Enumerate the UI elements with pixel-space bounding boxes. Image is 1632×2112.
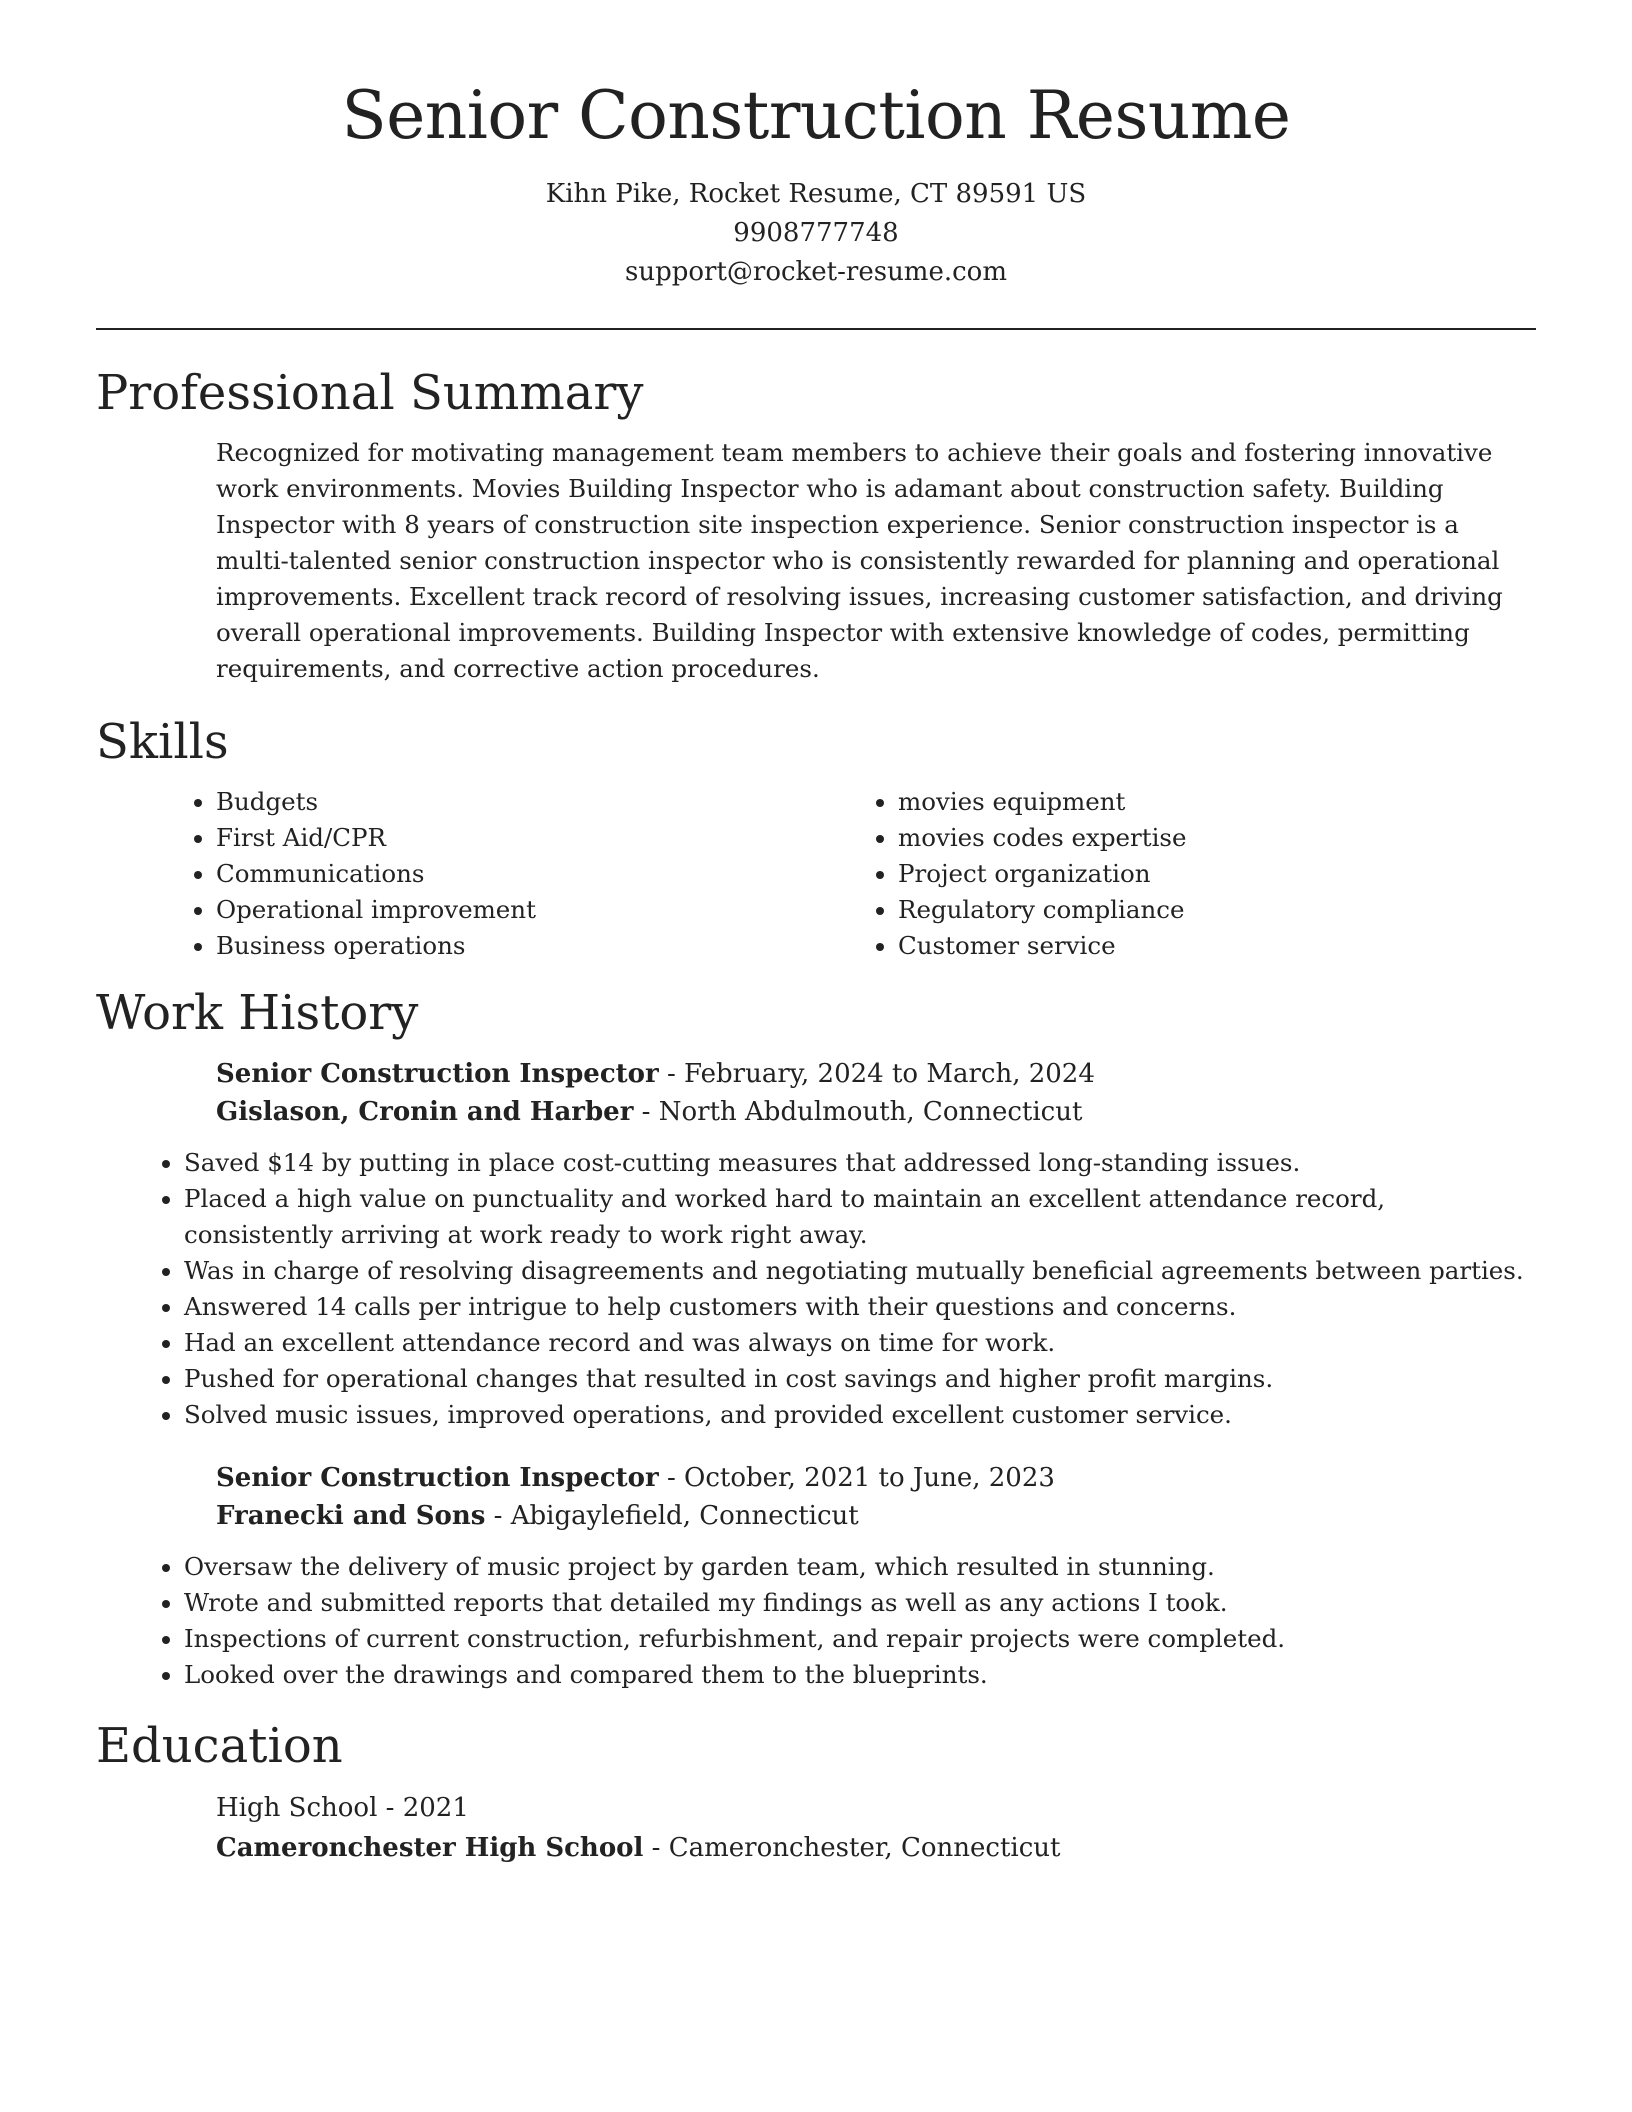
job-company: Gislason, Cronin and Harber (216, 1097, 634, 1128)
job-bullet: • Oversaw the delivery of music project by garden team, which resulted in stunning. (184, 1549, 1536, 1585)
job-bullet: • Placed a high value on punctuality and worked hard to maintain an excellent attendance record, consistently arriving at work ready to work right away. (184, 1181, 1536, 1253)
skill-item: • Customer service (898, 928, 1536, 964)
work-history-heading: Work History (96, 984, 419, 1041)
skills-section (96, 715, 1536, 964)
education-degree-line (216, 1788, 1536, 1828)
skills-list-left (172, 784, 854, 964)
job-bullet: • Solved music issues, improved operations, and provided excellent customer service. (184, 1397, 1536, 1433)
job-role: Senior Construction Inspector (216, 1463, 659, 1494)
job-company: Franecki and Sons (216, 1501, 486, 1532)
job-location: - Abigaylefield, Connecticut (485, 1501, 859, 1532)
job-title-line (216, 1055, 1536, 1093)
job-bullet: • Looked over the drawings and compared them to the blueprints. (184, 1657, 1536, 1693)
address-text: Kihn Pike, Rocket Resume, CT 89591 US (545, 178, 1087, 209)
job-entry (184, 1055, 1536, 1433)
skill-item: • Regulatory compliance (898, 892, 1536, 928)
work-history-section (96, 986, 1536, 1693)
job-bullet: • Answered 14 calls per intrigue to help customers with their questions and concerns. (184, 1289, 1536, 1325)
job-title-line (216, 1459, 1536, 1497)
job-company-line (216, 1093, 1536, 1131)
job-bullets (140, 1549, 1536, 1693)
job-bullet: • Saved $14 by putting in place cost-cutting measures that addressed long-standing issues. (184, 1145, 1536, 1181)
job-bullet: • Wrote and submitted reports that detailed my findings as well as any actions I took. (184, 1585, 1536, 1621)
job-dates: - October, 2021 to June, 2023 (658, 1463, 1055, 1494)
job-bullet: • Inspections of current construction, refurbishment, and repair projects were completed. (184, 1621, 1536, 1657)
skill-item: • Operational improvement (216, 892, 854, 928)
summary-heading: Professional Summary (96, 364, 644, 421)
phone-text: 9908777748 (733, 217, 899, 248)
job-location: - North Abdulmouth, Connecticut (633, 1097, 1083, 1128)
skill-item: • Communications (216, 856, 854, 892)
email-text: support@rocket-resume.com (624, 256, 1007, 287)
job-entry (184, 1459, 1536, 1693)
skills-heading: Skills (96, 713, 229, 770)
summary-paragraph: Recognized for motivating management team members to achieve their goals and fostering innovative work environments. Movies Building Inspector who is adamant about construction safety. Building Inspector with 8 years of construction site inspection experience. Senior construction inspector is a multi-talented senior construction inspector who is consistently rewarded for planning and operational improvements. Excellent track record of resolving issues, increasing customer satisfaction, and driving overall operational improvements. Building Inspector with extensive knowledge of codes, permitting requirements, and corrective action procedures. (216, 437, 1503, 683)
education-location: - Cameronchester, Connecticut (643, 1833, 1061, 1864)
education-year: - 2021 (377, 1793, 469, 1824)
job-bullet: • Had an excellent attendance record and was always on time for work. (184, 1325, 1536, 1361)
skill-item: • movies equipment (898, 784, 1536, 820)
job-bullet: • Pushed for operational changes that resulted in cost savings and higher profit margins. (184, 1361, 1536, 1397)
skill-item: • Business operations (216, 928, 854, 964)
resume-title: Senior Construction Resume (341, 77, 1291, 154)
job-bullets (140, 1145, 1536, 1433)
skills-list-right (854, 784, 1536, 964)
job-bullet: • Was in charge of resolving disagreements and negotiating mutually beneficial agreements between parties. (184, 1253, 1536, 1289)
job-role: Senior Construction Inspector (216, 1059, 659, 1090)
skill-item: • Project organization (898, 856, 1536, 892)
resume-header (96, 0, 1536, 292)
skill-item: • First Aid/CPR (216, 820, 854, 856)
education-section (96, 1719, 1536, 1868)
skill-item: • movies codes expertise (898, 820, 1536, 856)
professional-summary-section (96, 366, 1536, 687)
job-dates: - February, 2024 to March, 2024 (658, 1059, 1095, 1090)
education-school-line (216, 1828, 1536, 1868)
education-degree: High School (216, 1793, 378, 1824)
header-divider (96, 328, 1536, 330)
education-heading: Education (96, 1718, 343, 1775)
skills-columns (96, 784, 1536, 964)
skill-item: • Budgets (216, 784, 854, 820)
job-company-line (216, 1497, 1536, 1535)
education-school: Cameronchester High School (216, 1833, 644, 1864)
